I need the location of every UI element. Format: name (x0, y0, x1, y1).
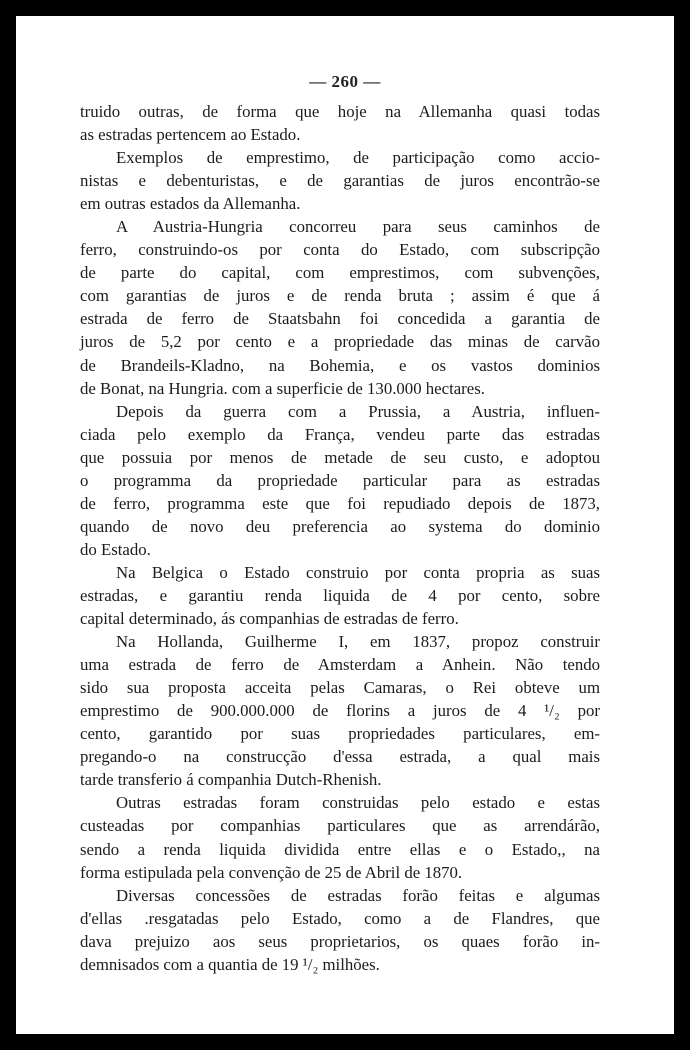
text-line: Outras estradas foram construidas pelo estado e estas (116, 793, 600, 813)
text-line: truido outras, de forma que hoje na Allemanha quasi todas (80, 102, 600, 121)
text-line: em outras estados da Allemanha. (80, 194, 301, 214)
paragraph (80, 630, 600, 791)
text-line: nistas e debenturistas, e de garantias de juros encontrão-se (80, 171, 600, 191)
text-line: sido sua proposta acceita pelas Camaras, o Rei obteve um (80, 678, 600, 698)
text-line: d'ellas .resgatadas pelo Estado, como a de Flandres, que (80, 908, 600, 928)
text-line: uma estrada de ferro de Amsterdam a Anhein. Não tendo (80, 655, 600, 675)
text-line: pregando-o na construcção d'essa estrada, a qual mais (80, 747, 600, 767)
text-line: quando de novo deu preferencia ao systema do dominio (80, 516, 600, 536)
text-line: dava prejuizo aos seus proprietarios, os quaes forão in- (80, 931, 600, 951)
text-line: Na Belgica o Estado construio por conta propria as suas (116, 562, 600, 582)
text-line: cento, garantido por suas propriedades particulares, em- (80, 724, 600, 744)
text-line: forma estipulada pela convenção de 25 de Abril de 1870. (80, 862, 463, 882)
text-line: com garantias de juros e de renda bruta ; assim é que á (80, 286, 600, 306)
text-line: estrada de ferro de Staatsbahn foi concedida a garantia de (80, 309, 600, 329)
text-line: de parte do capital, com emprestimos, com subvenções, (80, 263, 600, 283)
text-line: do Estado. (80, 539, 151, 559)
paragraph (80, 100, 600, 146)
text-line: demnisados com a quantia de 19 ¹/₂ milhões. (80, 954, 380, 974)
text-line: A Austria-Hungria concorreu para seus caminhos de (116, 217, 600, 237)
paragraph (80, 146, 600, 215)
text-line: de Bonat, na Hungria. com a superficie de 130.000 hectares. (80, 378, 485, 398)
text-line: juros de 5,2 por cento e a propriedade das minas de carvão (80, 332, 600, 352)
paragraph (80, 791, 600, 883)
text-line: Na Hollanda, Guilherme I, em 1837, propoz construir (116, 632, 600, 652)
text-line: emprestimo de 900.000.000 de florins a juros de 4 ¹/₂ por (80, 701, 600, 721)
text-line: Depois da guerra com a Prussia, a Austria, influen- (116, 401, 600, 421)
book-page (16, 16, 674, 1034)
page-number: — 260 — (309, 72, 381, 91)
text-line: de Brandeils-Kladno, na Bohemia, e os vastos dominios (80, 355, 600, 375)
text-line: capital determinado, ás companhias de estradas de ferro. (80, 609, 459, 629)
text-line: o programma da propriedade particular para as estradas (80, 470, 600, 490)
text-line: custeadas por companhias particulares que as arrendárão, (80, 816, 600, 836)
text-line: as estradas pertencem ao Estado. (80, 125, 301, 145)
paragraph (80, 215, 600, 399)
paragraph (80, 884, 600, 976)
text-line: Exemplos de emprestimo, de participação como accio- (116, 148, 600, 168)
text-line: tarde transferio á companhia Dutch-Rhenish. (80, 770, 382, 790)
text-line: que possuia por menos de metade de seu custo, e adoptou (80, 447, 600, 467)
text-line: ferro, construindo-os por conta do Estado, com subscripção (80, 240, 600, 260)
text-line: sendo a renda liquida dividida entre ellas e o Estado,, na (80, 839, 600, 859)
text-line: de ferro, programma este que foi repudiado depois de 1873, (80, 493, 600, 513)
paragraph (80, 400, 600, 561)
body-text (80, 100, 600, 976)
text-line: ciada pelo exemplo da França, vendeu parte das estradas (80, 424, 600, 444)
text-line: estradas, e garantiu renda liquida de 4 por cento, sobre (80, 585, 600, 605)
paragraph (80, 561, 600, 630)
text-line: Diversas concessões de estradas forão feitas e algumas (116, 885, 600, 905)
